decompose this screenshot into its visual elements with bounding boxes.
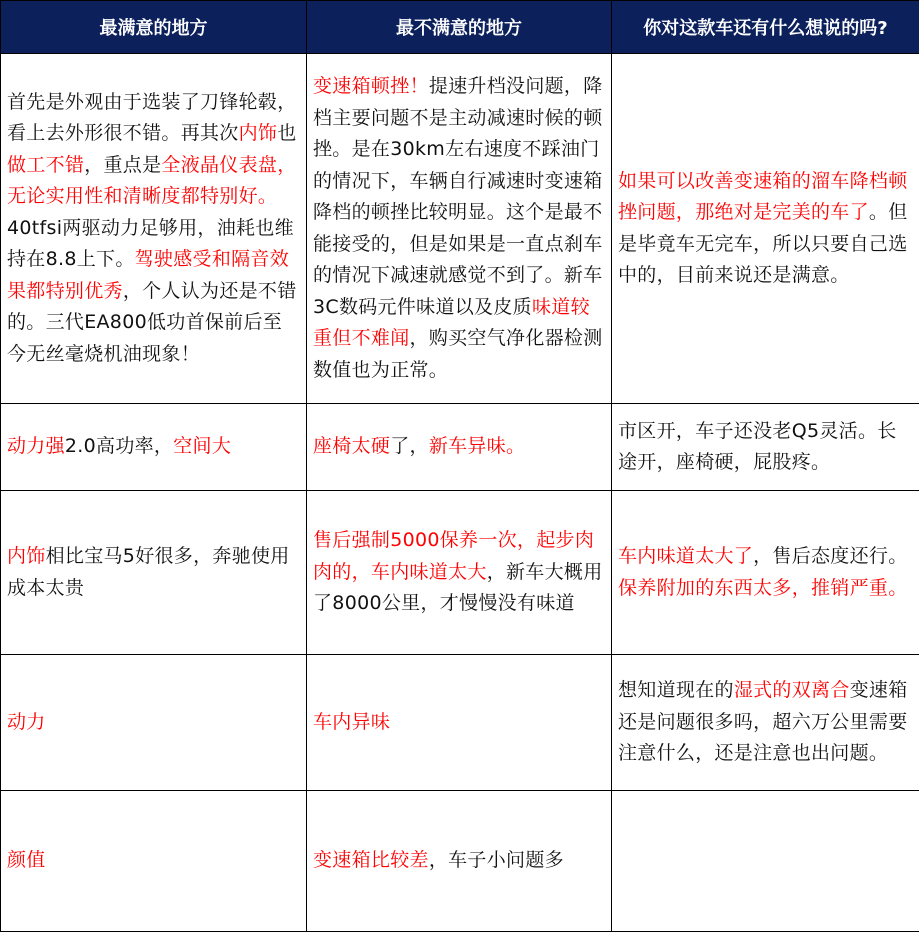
cell-most-satisfied (1, 491, 307, 655)
highlighted-text: 变速箱比较差 (313, 849, 429, 871)
highlighted-text: 动力 (7, 711, 46, 733)
cell-least-satisfied (307, 404, 612, 491)
cell-most-satisfied (1, 791, 307, 932)
cell-least-satisfied (307, 54, 612, 404)
highlighted-text: 空间大 (173, 435, 231, 457)
text-segment: 市区开，车子还没老Q5灵活。长途开，座椅硬，屁股疼。 (618, 420, 897, 474)
text-segment: 40tfsi两驱动力足够用，油耗也维持在8.8上下。 (7, 217, 294, 271)
cell-least-satisfied (307, 655, 612, 791)
cell-comments (612, 491, 919, 655)
text-segment: 变速箱还是问题很多吗，超六万公里需要注意什么，还是注意也出问题。 (618, 679, 908, 764)
table-row (1, 655, 919, 791)
text-segment: ，新车大概用了8000公里，才慢慢没有味道 (313, 561, 603, 615)
highlighted-text: 如果可以改善变速箱的溜车降档顿挫问题，那绝对是完美的车了 (618, 170, 908, 224)
highlighted-text: 车内味道太大了 (618, 545, 753, 567)
header-row (1, 1, 919, 54)
table-row (1, 404, 919, 491)
highlighted-text: 新车异味。 (429, 435, 526, 457)
text-segment: ，重点是 (84, 154, 161, 176)
highlighted-text: 内饰 (239, 122, 278, 144)
text-segment: ，售后态度还行。 (753, 545, 907, 567)
cell-least-satisfied (307, 791, 612, 932)
highlighted-text: 动力强 (7, 435, 65, 457)
highlighted-text: 座椅太硬 (313, 435, 390, 457)
highlighted-text: 全液晶仪表盘，无论实用性和清晰度都特别好。 (7, 154, 297, 208)
highlighted-text: 颜值 (7, 849, 46, 871)
highlighted-text: 售后强制5000保养一次，起步肉肉的，车内味道太大 (313, 529, 594, 583)
highlighted-text: 味道较重但不难闻 (313, 296, 590, 350)
text-segment: 2.0高功率， (65, 435, 173, 457)
cell-most-satisfied (1, 655, 307, 791)
cell-least-satisfied (307, 491, 612, 655)
highlighted-text: 保养附加的东西太多，推销严重。 (618, 577, 908, 599)
text-segment: 了， (390, 435, 429, 457)
table-row (1, 54, 919, 404)
cell-comments (612, 655, 919, 791)
table-row (1, 491, 919, 655)
highlighted-text: 变速箱顿挫！ (313, 75, 429, 97)
cell-comments (612, 404, 919, 491)
text-segment: ，个人认为还是不错的。三代EA800低功首保前后至今无丝毫烧机油现象！ (7, 280, 297, 365)
highlighted-text: 内饰 (7, 545, 46, 567)
text-segment: 想知道现在的 (618, 679, 734, 701)
header-most-satisfied: 最满意的地方 (1, 1, 307, 54)
text-segment: 相比宝马5好很多，奔驰使用成本太贵 (7, 545, 290, 599)
highlighted-text: 车内异味 (313, 711, 390, 733)
table-row (1, 791, 919, 932)
cell-comments (612, 54, 919, 404)
highlighted-text: 驾驶感受和隔音效果都特别优秀 (7, 248, 289, 302)
text-segment: 。但是毕竟车无完车，所以只要自己选中的，目前来说还是满意。 (618, 201, 908, 286)
cell-most-satisfied (1, 54, 307, 404)
header-comments: 你对这款车还有什么想说的吗? (612, 1, 919, 54)
text-segment: ，车子小问题多 (429, 849, 564, 871)
highlighted-text: 做工不错 (7, 154, 84, 176)
highlighted-text: 湿式的双离合 (734, 679, 850, 701)
text-segment: 首先是外观由于选装了刀锋轮毂，看上去外形很不错。再其次 (7, 91, 297, 145)
text-segment: 提速升档没问题，降档主要问题不是主动减速时候的顿挫。是在30km左右速度不踩油门的情况下，车辆自行减速时变速箱降档的顿挫比较明显。这个是最不能接受的，但是如果是一直点刹车的情况下减速就感觉不到了。新车3C数码元件味道以及皮质 (313, 75, 603, 318)
text-segment: 也 (277, 122, 296, 144)
cell-comments (612, 791, 919, 932)
text-segment: ，购买空气净化器检测数值也为正常。 (313, 327, 603, 381)
header-least-satisfied: 最不满意的地方 (307, 1, 612, 54)
cell-most-satisfied (1, 404, 307, 491)
